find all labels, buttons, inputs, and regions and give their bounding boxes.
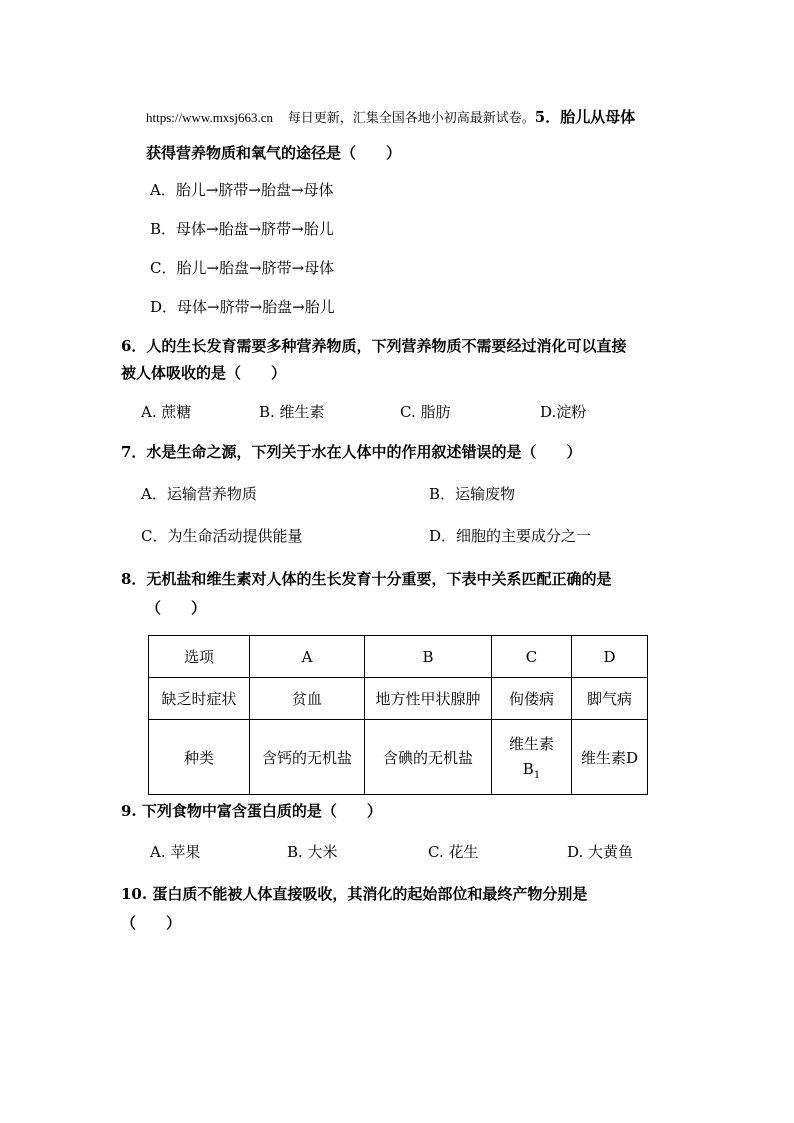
table-cell: 地方性甲状腺肿: [365, 678, 492, 720]
table-cell: B: [365, 636, 492, 678]
q5-stem-part1: 5．胎儿从母体: [534, 108, 636, 126]
q7-option-c: C．为生命活动提供能量: [141, 527, 303, 545]
q5-option-b: B．母体→胎盘→脐带→胎儿: [150, 220, 334, 238]
table-header-row: [149, 636, 648, 678]
q9-option-a: A. 苹果: [150, 843, 201, 861]
q9-stem: 9. 下列食物中富含蛋白质的是（ ）: [121, 802, 382, 820]
q9-option-d: D. 大黄鱼: [567, 843, 634, 861]
table-row: [149, 720, 648, 795]
q10-stem-line2: （ ）: [121, 914, 182, 932]
q7-option-d: D．细胞的主要成分之一: [429, 527, 592, 545]
cell-line: 维生素: [508, 735, 554, 753]
q6-option-a: A. 蔗糖: [141, 403, 192, 421]
q6-option-c: C. 脂肪: [400, 403, 451, 421]
cell-subscript: 1: [533, 770, 541, 781]
q5-option-c: C．胎儿→胎盘→脐带→母体: [150, 259, 335, 277]
q5-option-a: A．胎儿→脐带→胎盘→母体: [150, 181, 334, 199]
q6-option-b: B. 维生素: [259, 403, 325, 421]
table-cell: 种类: [149, 720, 250, 795]
table-cell: A: [250, 636, 365, 678]
table-cell: 维生素D: [572, 720, 648, 795]
table-cell: 含钙的无机盐: [250, 720, 365, 795]
q8-table: [148, 635, 648, 795]
table-cell: C: [492, 636, 572, 678]
q5-stem-part2: 获得营养物质和氧气的途径是（ ）: [146, 144, 402, 162]
q7-option-a: A．运输营养物质: [141, 485, 257, 503]
table-cell: 贫血: [250, 678, 365, 720]
table-row: [149, 678, 648, 720]
q6-option-d: D.淀粉: [540, 403, 587, 421]
table-cell: 脚气病: [572, 678, 648, 720]
q10-stem-line1: 10. 蛋白质不能被人体直接吸收，其消化的起始部位和最终产物分别是: [121, 885, 588, 903]
table-cell: D: [572, 636, 648, 678]
q7-option-b: B．运输废物: [429, 485, 516, 503]
q6-stem-line1: 6．人的生长发育需要多种营养物质，下列营养物质不需要经过消化可以直接: [121, 337, 627, 355]
site-slogan: 每日更新，汇集全国各地小初高最新试卷。: [287, 111, 535, 126]
q9-option-c: C. 花生: [428, 843, 479, 861]
header-line: [146, 107, 635, 129]
cell-line: [492, 760, 571, 781]
q9-option-b: B. 大米: [287, 843, 338, 861]
site-url[interactable]: https://www.mxsj663.cn: [146, 110, 273, 125]
q8-stem-line1: 8．无机盐和维生素对人体的生长发育十分重要，下表中关系匹配正确的是: [121, 570, 612, 588]
table-cell: 佝偻病: [492, 678, 572, 720]
q5-option-d: D．母体→脐带→胎盘→胎儿: [150, 298, 335, 316]
q7-stem: 7．水是生命之源，下列关于水在人体中的作用叙述错误的是（ ）: [121, 443, 582, 461]
table-cell: 含碘的无机盐: [365, 720, 492, 795]
q8-stem-line2: （ ）: [146, 599, 207, 617]
table-cell-vitamin-b1: [492, 720, 572, 795]
cell-sub-letter: B: [522, 760, 534, 778]
q6-stem-line2: 被人体吸收的是（ ）: [121, 364, 287, 382]
table-cell: 选项: [149, 636, 250, 678]
table-cell: 缺乏时症状: [149, 678, 250, 720]
